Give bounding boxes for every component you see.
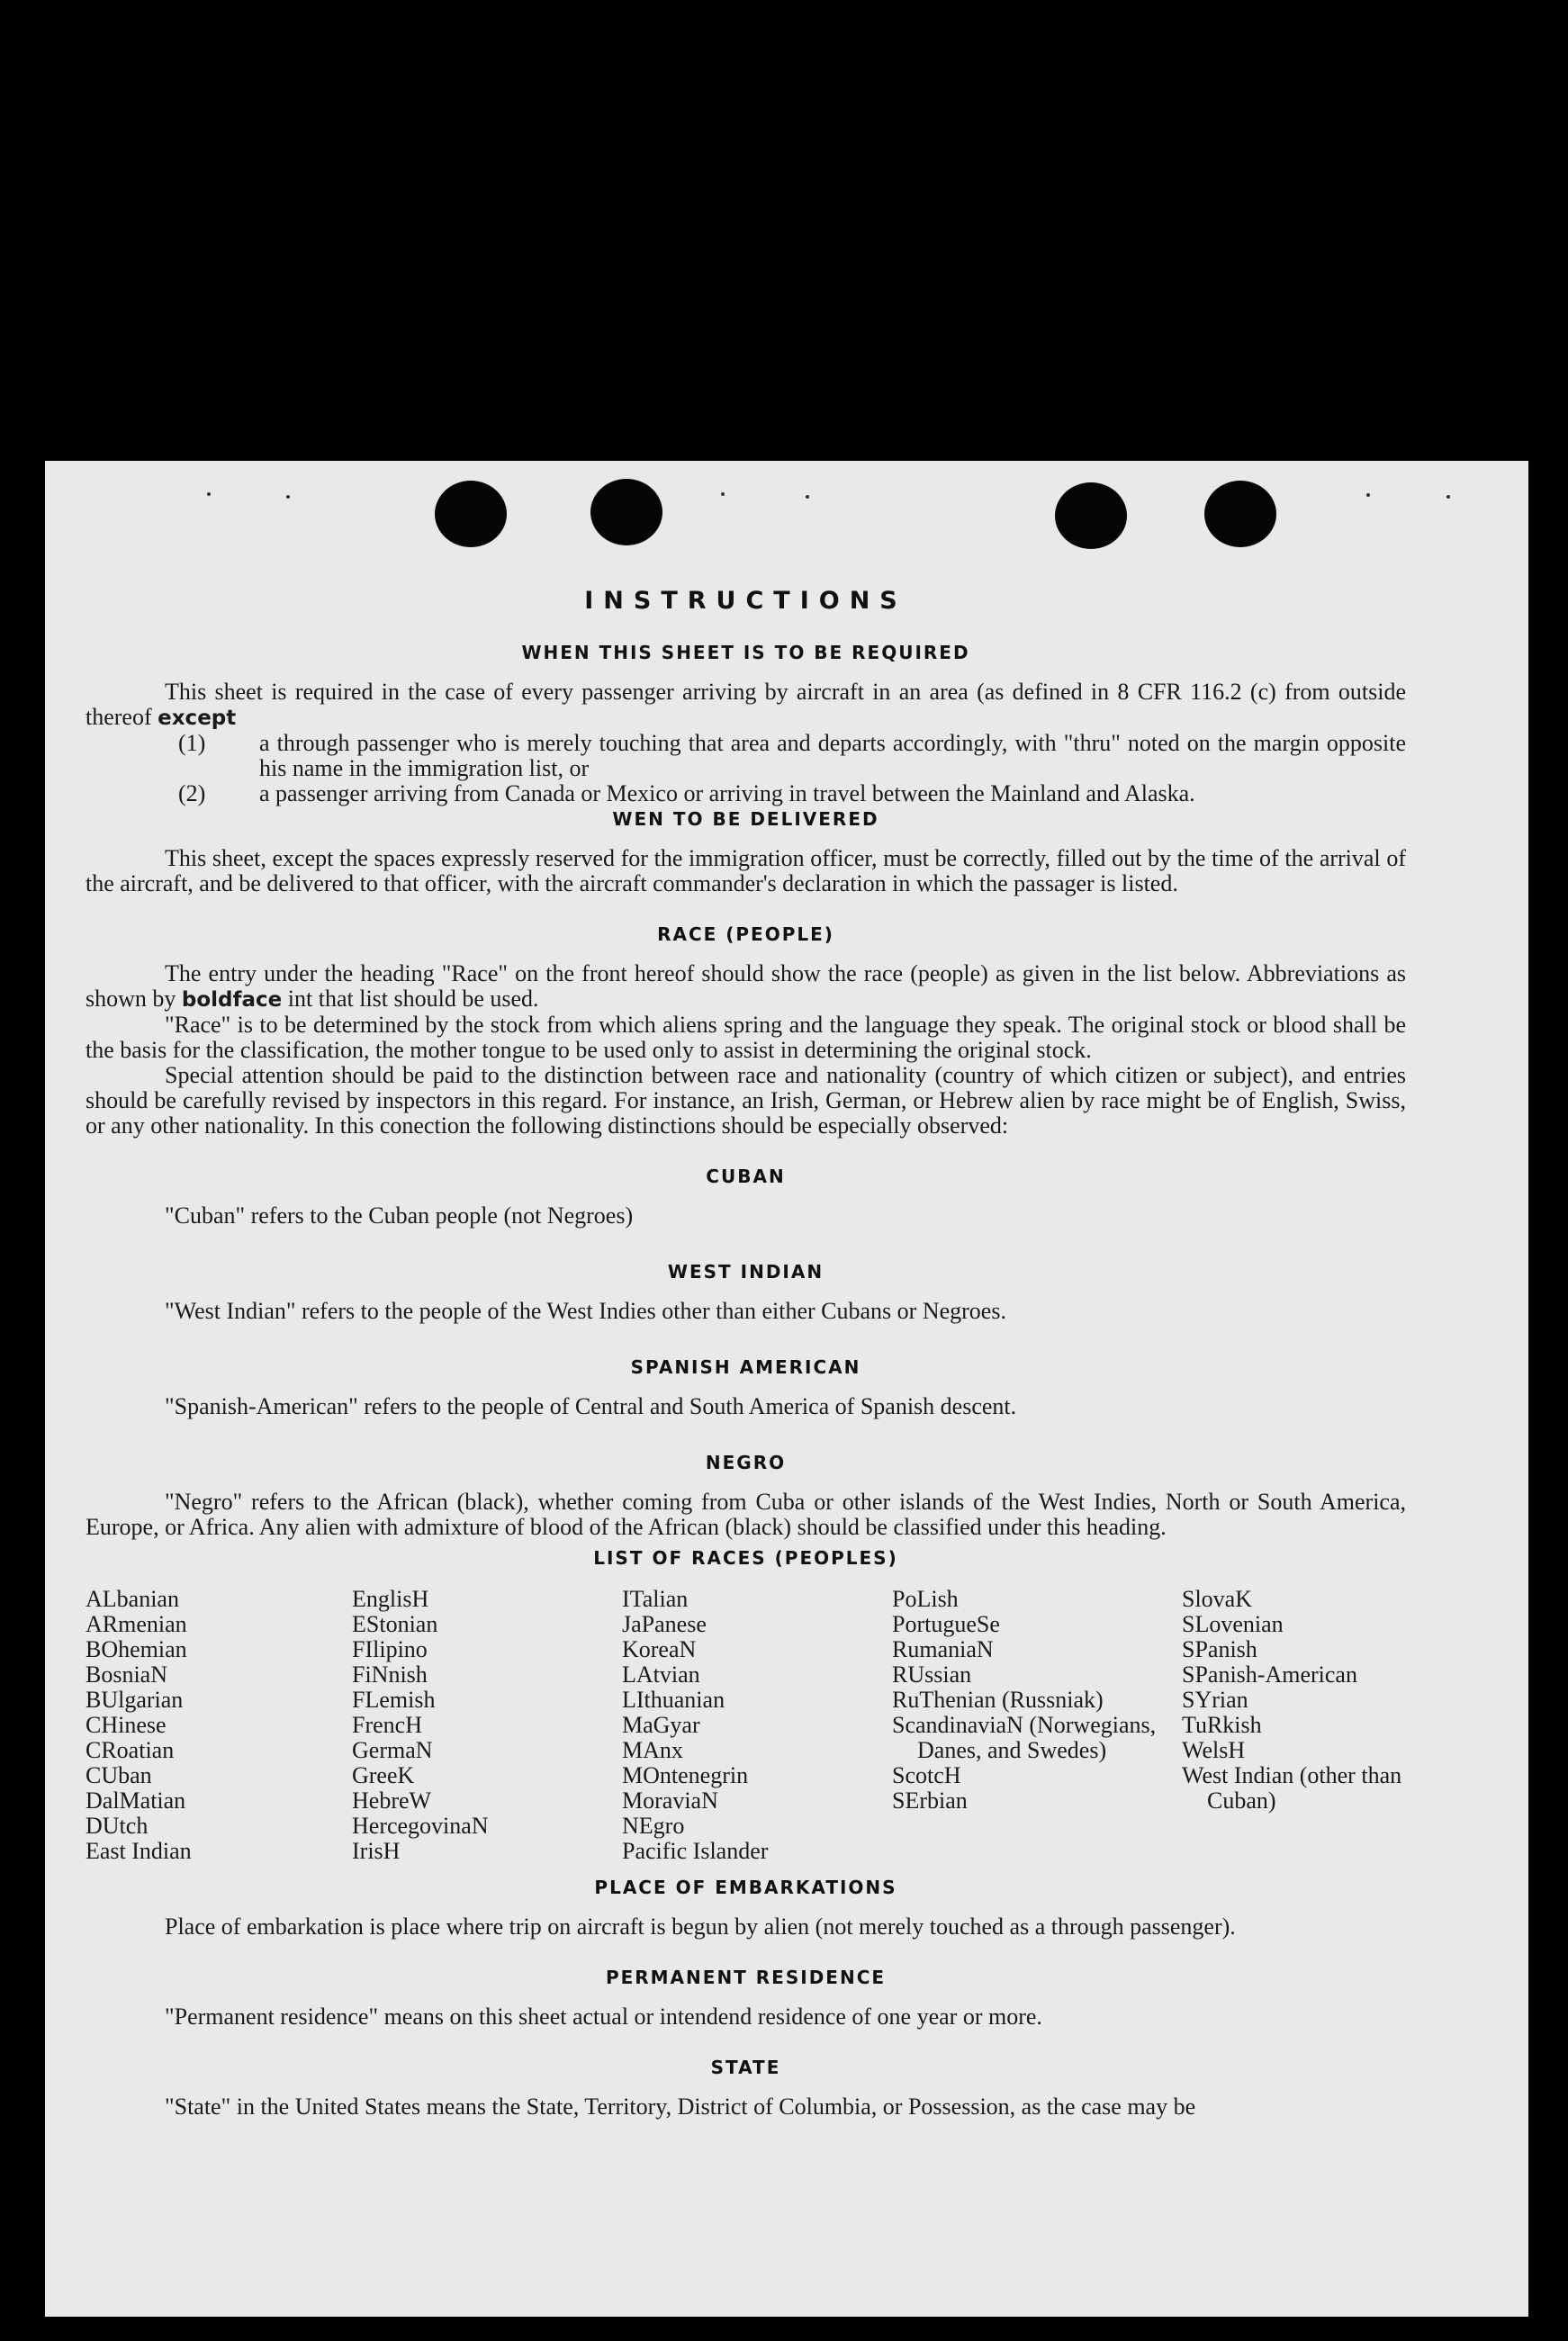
race-entry: MOntenegrin — [622, 1762, 749, 1788]
paragraph: "Cuban" refers to the Cuban people (not Negroes) — [165, 1202, 634, 1229]
race-entry: FrencH — [352, 1712, 422, 1738]
race-entry: CHinese — [86, 1712, 167, 1738]
race-entry: East Indian — [86, 1838, 192, 1864]
race-entry: SlovaK — [1182, 1586, 1252, 1612]
paragraph: "Spanish-American" refers to the people of Central and South America of Spanish descent. — [165, 1393, 1017, 1419]
paragraph: Place of embarkation is place where trip on aircraft is begun by alien (not merely touched as a through passenger). — [165, 1913, 1236, 1940]
dust-speck — [1366, 493, 1370, 497]
race-entry: LAtvian — [622, 1661, 700, 1688]
race-entry: RumaniaN — [892, 1636, 994, 1662]
race-entry: EnglisH — [352, 1586, 429, 1612]
race-entry: MoraviaN — [622, 1787, 718, 1814]
race-entry: MAnx — [622, 1737, 683, 1763]
race-entry: BosniaN — [86, 1661, 167, 1688]
punch-hole — [435, 481, 507, 547]
race-entry: ARmenian — [86, 1611, 187, 1637]
section-heading: SPANISH AMERICAN — [630, 1356, 861, 1378]
race-entry: GermaN — [352, 1737, 433, 1763]
document-title: INSTRUCTIONS — [584, 587, 907, 615]
race-entry: PortugueSe — [892, 1611, 1000, 1637]
paragraph: "West Indian" refers to the people of the West Indies other than either Cubans or Negroes. — [165, 1298, 1006, 1324]
bold-term: boldface — [181, 988, 283, 1012]
race-entry: West Indian (other than Cuban) — [1182, 1762, 1402, 1814]
race-entry: GreeK — [352, 1762, 415, 1788]
race-entry: ALbanian — [86, 1586, 179, 1612]
race-entry: SPanish-American — [1182, 1661, 1357, 1688]
race-entry: SErbian — [892, 1787, 968, 1814]
race-entry: RUssian — [892, 1661, 972, 1688]
race-entry: FiNnish — [352, 1661, 428, 1688]
race-entry: SLovenian — [1182, 1611, 1284, 1637]
race-entry: SPanish — [1182, 1636, 1257, 1662]
dust-speck — [721, 492, 725, 496]
section-heading: LIST OF RACES (PEOPLES) — [593, 1547, 898, 1569]
race-entry: ScandinaviaN (Norwegians, Danes, and Swedes) — [892, 1712, 1157, 1763]
paragraph: "Negro" refers to the African (black), whether coming from Cuba or other islands of the West Indies, North or South America, Europe, or Africa. Any alien with admixture of blood of the African (black) should be classified under this heading. — [86, 1489, 1406, 1540]
race-list — [86, 1587, 1406, 1864]
race-column — [352, 1587, 622, 1864]
race-entry: BOhemian — [86, 1636, 187, 1662]
dust-speck — [286, 495, 290, 499]
race-entry: ScotcH — [892, 1762, 961, 1788]
paragraph: "Race" is to be determined by the stock from which aliens spring and the language they speak. The original stock or blood shall be the basis for the classification, the mother tongue to be used only to assist in determining the original stock. — [86, 1012, 1406, 1063]
section-heading: WEST INDIAN — [667, 1261, 825, 1283]
race-entry: DalMatian — [86, 1787, 186, 1814]
race-entry: SYrian — [1182, 1687, 1248, 1713]
race-entry: IrisH — [352, 1838, 401, 1864]
paragraph: The entry under the heading "Race" on the front hereof should show the race (people) as given in the list below. Abbreviations as shown by boldface int that list should be used. — [86, 960, 1406, 1012]
race-entry: KoreaN — [622, 1636, 697, 1662]
section-heading: WEN TO BE DELIVERED — [612, 808, 879, 830]
race-entry: JaPanese — [622, 1611, 707, 1637]
race-entry: PoLish — [892, 1586, 959, 1612]
race-entry: DUtch — [86, 1813, 149, 1839]
race-entry: WelsH — [1182, 1737, 1246, 1763]
dust-speck — [207, 492, 211, 496]
dust-speck — [1446, 495, 1450, 499]
race-entry: LIthuanian — [622, 1687, 725, 1713]
race-column — [622, 1587, 892, 1864]
instruction-sheet — [45, 461, 1528, 2317]
section-heading: STATE — [710, 2057, 781, 2078]
race-column — [86, 1587, 352, 1864]
paragraph: This sheet is required in the case of every passenger arriving by aircraft in an area (as defined in 8 CFR 116.2 (c) from outside thereof except — [86, 679, 1406, 730]
section-heading: NEGRO — [705, 1452, 787, 1473]
race-column — [892, 1587, 1182, 1864]
paragraph: This sheet, except the spaces expressly reserved for the immigration officer, must be correctly, filled out by the time of the arrival of the aircraft, and be delivered to that officer, with the aircraft commander's declaration in which the passager is listed. — [86, 845, 1406, 896]
race-entry: BUlgarian — [86, 1687, 184, 1713]
paragraph: Special attention should be paid to the distinction between race and nationality (country of which citizen or subject), and entries should be carefully revised by inspectors in this regard. For instance, an Irish, German, or Hebrew alien by race might be of English, Swiss, or any other nationality. In this conection the following distinctions should be especially observed: — [86, 1062, 1406, 1139]
race-entry: ITalian — [622, 1586, 689, 1612]
race-entry: CUban — [86, 1762, 152, 1788]
race-entry: FIlipino — [352, 1636, 428, 1662]
race-entry: CRoatian — [86, 1737, 175, 1763]
section-heading: PLACE OF EMBARKATIONS — [594, 1877, 897, 1898]
bold-term: except — [158, 707, 237, 730]
section-heading: PERMANENT RESIDENCE — [605, 1967, 887, 1988]
list-item: (2) a passenger arriving from Canada or Mexico or arriving in travel between the Mainland and Alaska. — [178, 780, 1195, 806]
race-entry: RuThenian (Russniak) — [892, 1687, 1104, 1713]
paragraph: "Permanent residence" means on this sheet actual or intendend residence of one year or more. — [165, 2003, 1042, 2030]
section-heading: CUBAN — [706, 1166, 786, 1187]
section-heading: WHEN THIS SHEET IS TO BE REQUIRED — [521, 642, 970, 663]
race-entry: HebreW — [352, 1787, 432, 1814]
race-entry: FLemish — [352, 1687, 436, 1713]
paragraph: "State" in the United States means the State, Territory, District of Columbia, or Possession, as the case may be — [165, 2093, 1196, 2120]
section-heading: RACE (PEOPLE) — [657, 923, 834, 945]
dust-speck — [806, 495, 809, 499]
race-entry: MaGyar — [622, 1712, 700, 1738]
race-entry: EStonian — [352, 1611, 438, 1637]
race-entry: TuRkish — [1182, 1712, 1262, 1738]
race-entry: Pacific Islander — [622, 1838, 769, 1864]
document-body — [86, 587, 1406, 2120]
race-entry: NEgro — [622, 1813, 685, 1839]
race-column — [1182, 1587, 1406, 1864]
punch-hole — [1055, 482, 1127, 549]
punch-hole — [590, 479, 662, 545]
punch-hole — [1204, 481, 1276, 547]
list-item: (1) a through passenger who is merely touching that area and departs accordingly, with "thru" noted on the margin opposite his name in the immigration list, or — [178, 730, 1406, 781]
race-entry: HercegovinaN — [352, 1813, 489, 1839]
